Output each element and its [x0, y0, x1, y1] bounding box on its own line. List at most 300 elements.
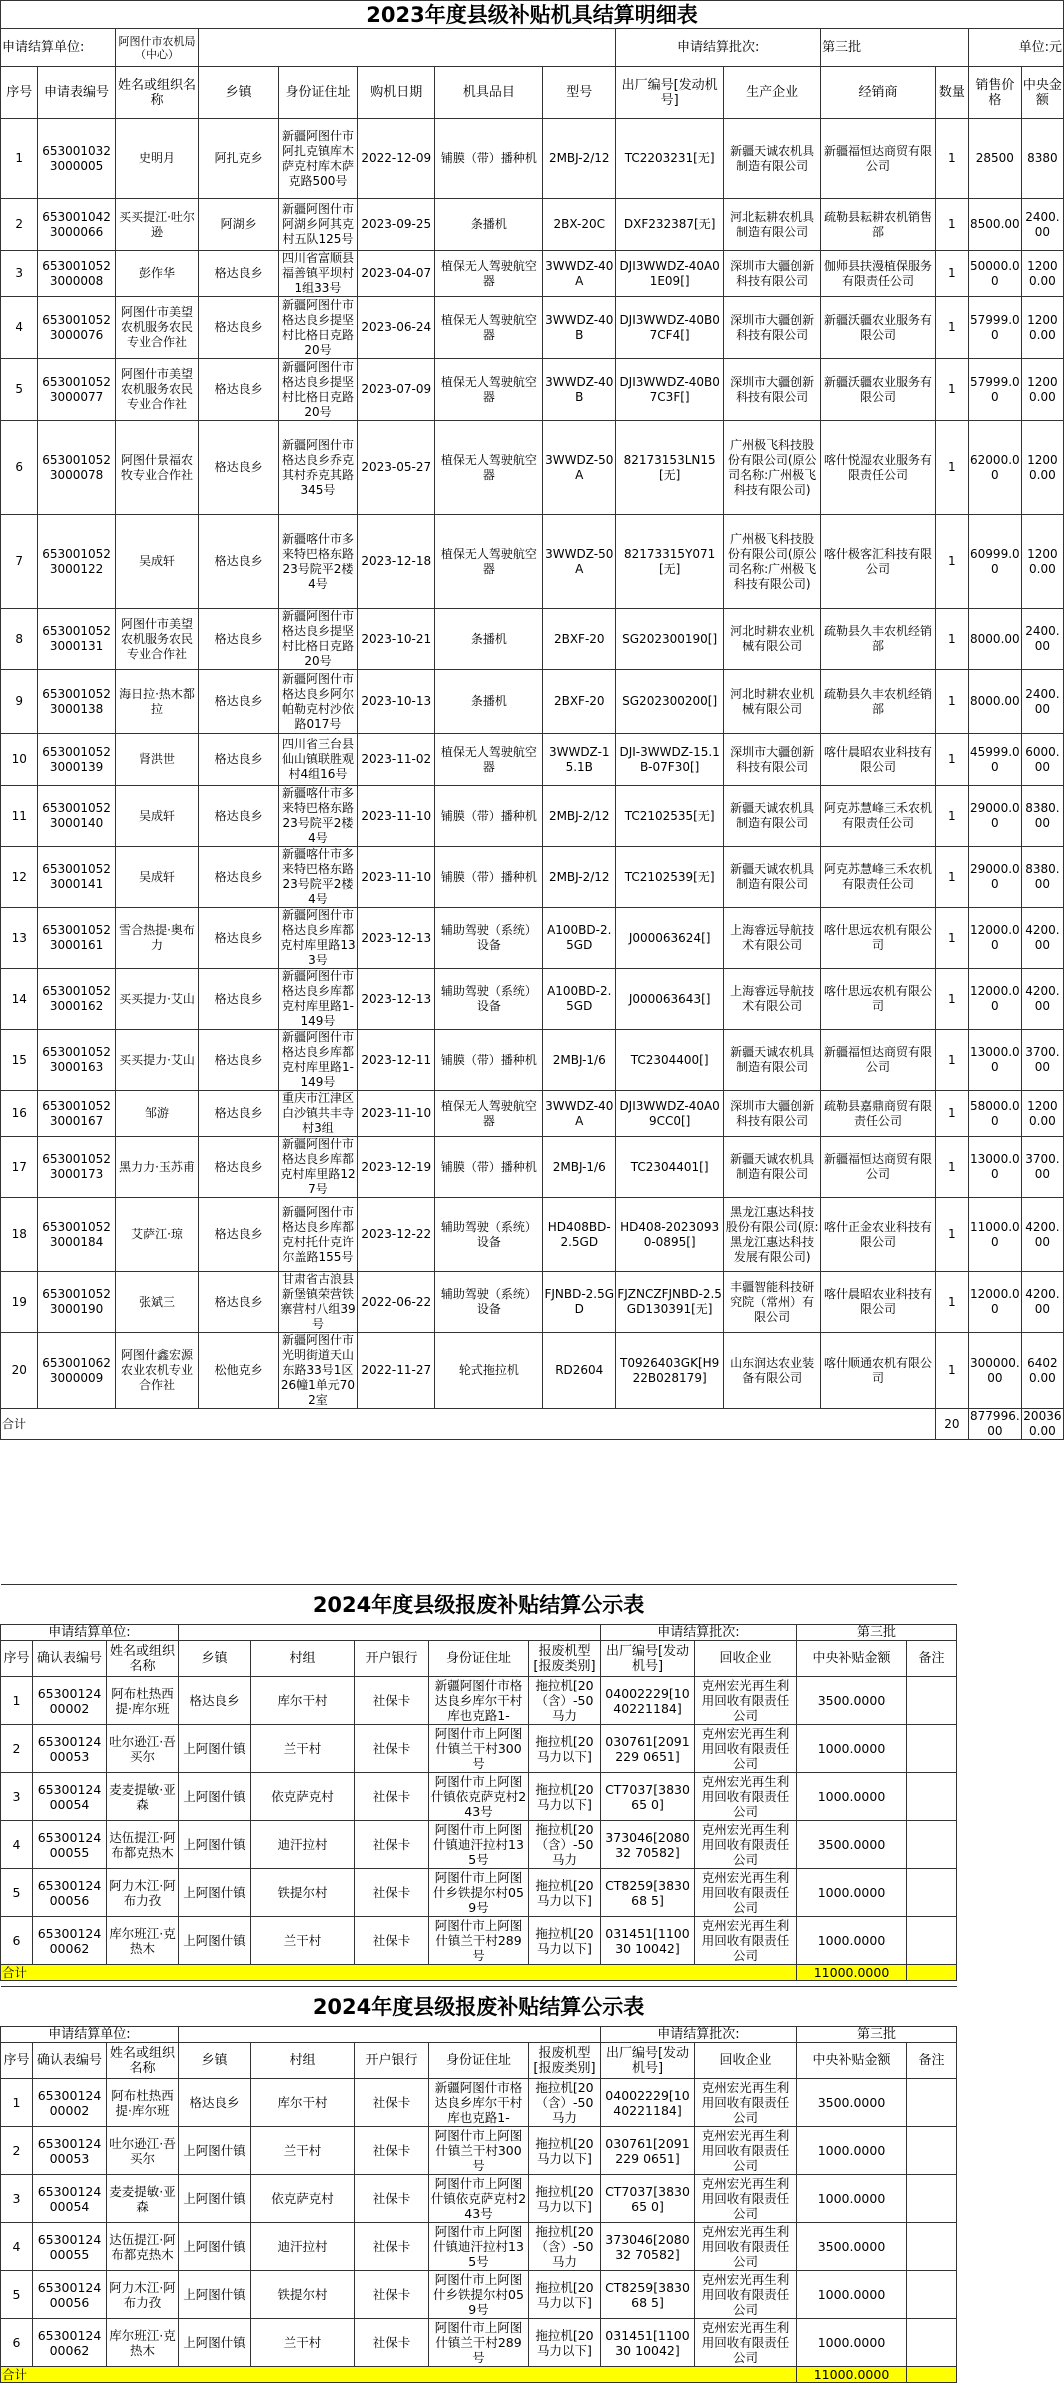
- cell-address: 阿图什市上阿图什镇迪汗拉村135号: [429, 1821, 529, 1869]
- cell-address: 重庆市江津区白沙镇共丰寺村3组: [278, 1091, 357, 1137]
- cell-confirm-no: 6530012400056: [33, 2271, 107, 2319]
- cell-item: 铺膜（带）播种机: [435, 119, 543, 199]
- cell-name: 阿图什市美望农机服务农民专业合作社: [115, 297, 199, 359]
- cell-purchase-date: 2022-11-27: [358, 1333, 435, 1409]
- cell-address: 阿图什市上阿图什镇兰干村300号: [429, 1725, 529, 1773]
- header-row: [1, 1641, 1064, 1677]
- cell-dealer: 阿克苏慧峰三禾农机有限责任公司: [821, 847, 936, 908]
- col-header: 出厂编号[发动机号]: [616, 67, 724, 119]
- cell-township: 格达良乡: [199, 1272, 278, 1333]
- cell-model: A100BD-2.5GD: [543, 908, 616, 969]
- cell-purchase-date: 2023-12-13: [358, 969, 435, 1030]
- cell-central-amount: 1000.0000: [797, 2271, 907, 2319]
- cell-item: 植保无人驾驶航空器: [435, 251, 543, 297]
- cell-township: 格达良乡: [199, 421, 278, 515]
- cell-item: 条播机: [435, 670, 543, 734]
- cell-serial: CT8259[383068 5]: [601, 2271, 695, 2319]
- cell-application-no: 6530010523000076: [38, 297, 115, 359]
- cell-bank: 社保卡: [355, 1821, 429, 1869]
- cell-central-amount: 2400.00: [1021, 670, 1063, 734]
- cell-scrap-type: 拖拉机[20马力以下]: [529, 1869, 601, 1917]
- cell-village: 兰干村: [251, 2319, 355, 2367]
- blank-cell: [957, 2367, 1064, 2383]
- cell-manufacturer: 深圳市大疆创新科技有限公司: [724, 359, 821, 421]
- cell-name: 麦麦提敏·亚森: [107, 1773, 179, 1821]
- cell-village: 迪汗拉村: [251, 2223, 355, 2271]
- cell-serial: 373046[208032 70582]: [601, 2223, 695, 2271]
- cell-index: 2: [1, 2127, 33, 2175]
- cell-township: 格达良乡: [199, 1198, 278, 1272]
- cell-recycler: 克州宏光再生利用回收有限责任公司: [695, 2079, 797, 2127]
- cell-address: 新疆阿图什市阿扎克镇库木萨克村库木萨克路500号: [278, 119, 357, 199]
- cell-name: 肾洪世: [115, 734, 199, 786]
- cell-township: 格达良乡: [199, 908, 278, 969]
- col-header: 备注: [907, 1641, 957, 1677]
- cell-manufacturer: 广州极飞科技股份有限公司(原公司名称:广州极飞科技有限公司): [724, 421, 821, 515]
- col-header: 开户银行: [355, 1641, 429, 1677]
- cell-serial: TC2304400[]: [616, 1030, 724, 1091]
- cell-manufacturer: 河北时耕农业机械有限公司: [724, 670, 821, 734]
- cell-price: 12000.00: [968, 969, 1021, 1030]
- cell-serial: 031451[110030 10042]: [601, 1917, 695, 1965]
- cell-manufacturer: 深圳市大疆创新科技有限公司: [724, 297, 821, 359]
- cell-price: 11000.00: [968, 1198, 1021, 1272]
- cell-price: 58000.00: [968, 1091, 1021, 1137]
- cell-name: 达伍提江·阿布都克热木: [107, 2223, 179, 2271]
- cell-serial: 04002229[1040221184]: [601, 2079, 695, 2127]
- table-row: [1, 1677, 1064, 1725]
- cell-index: 15: [1, 1030, 38, 1091]
- cell-price: 60999.00: [968, 515, 1021, 609]
- cell-manufacturer: 上海睿远导航技术有限公司: [724, 969, 821, 1030]
- cell-scrap-type: 拖拉机[20（含）-50马力: [529, 2079, 601, 2127]
- cell-manufacturer: 深圳市大疆创新科技有限公司: [724, 251, 821, 297]
- cell-name: 吐尔逊江·吾买尔: [107, 1725, 179, 1773]
- table-row: [1, 847, 1064, 908]
- cell-bank: 社保卡: [355, 1869, 429, 1917]
- cell-price: 300000.00: [968, 1333, 1021, 1409]
- cell-address: 四川省三台县仙山镇联胜观村4组16号: [278, 734, 357, 786]
- col-header: 中央补贴金额: [797, 2043, 907, 2079]
- cell-quantity: 1: [935, 1137, 968, 1198]
- cell-village: 依克萨克村: [251, 2175, 355, 2223]
- cell-confirm-no: 6530012400054: [33, 2175, 107, 2223]
- cell-quantity: 1: [935, 1333, 968, 1409]
- cell-township: 格达良乡: [179, 1677, 251, 1725]
- cell-model: FJNBD-2.5GD: [543, 1272, 616, 1333]
- unit-label: 申请结算单位:: [1, 1625, 179, 1641]
- table-row: [1, 2127, 1064, 2175]
- cell-manufacturer: 新疆天诚农机具制造有限公司: [724, 1137, 821, 1198]
- cell-name: 吐尔逊江·吾买尔: [107, 2127, 179, 2175]
- table-2024-scrap-subsidy-a: [0, 1584, 1064, 1986]
- cell-dealer: 新疆福恒达商贸有限公司: [821, 1137, 936, 1198]
- cell-township: 格达良乡: [199, 969, 278, 1030]
- cell-price: 50000.00: [968, 251, 1021, 297]
- cell-township: 上阿图什镇: [179, 2223, 251, 2271]
- col-header: 村组: [251, 1641, 355, 1677]
- cell-township: 上阿图什镇: [179, 2319, 251, 2367]
- cell-purchase-date: 2023-11-10: [358, 786, 435, 847]
- cell-purchase-date: 2023-11-10: [358, 1091, 435, 1137]
- cell-central-amount: 12000.00: [1021, 359, 1063, 421]
- cell-central-amount: 3500.0000: [797, 1677, 907, 1725]
- cell-township: 格达良乡: [179, 2079, 251, 2127]
- col-header: 村组: [251, 2043, 355, 2079]
- col-header: 身份证住址: [278, 67, 357, 119]
- col-header: 身份证住址: [429, 2043, 529, 2079]
- col-header: 申请表编号: [38, 67, 115, 119]
- cell-township: 格达良乡: [199, 786, 278, 847]
- blank-cell: [957, 2319, 1064, 2367]
- cell-township: 上阿图什镇: [179, 1869, 251, 1917]
- money-unit: 单位:元: [968, 29, 1063, 67]
- cell-village: 迪汗拉村: [251, 1821, 355, 1869]
- cell-bank: 社保卡: [355, 2127, 429, 2175]
- cell-bank: 社保卡: [355, 2079, 429, 2127]
- cell-recycler: 克州宏光再生利用回收有限责任公司: [695, 1677, 797, 1725]
- cell-township: 格达良乡: [199, 515, 278, 609]
- table-row: [1, 734, 1064, 786]
- table-row: [1, 2223, 1064, 2271]
- cell-manufacturer: 山东润达农业装备有限公司: [724, 1333, 821, 1409]
- cell-village: 库尔干村: [251, 1677, 355, 1725]
- cell-application-no: 6530010523000162: [38, 969, 115, 1030]
- cell-index: 3: [1, 251, 38, 297]
- blank-cell: [957, 1869, 1064, 1917]
- cell-index: 5: [1, 2271, 33, 2319]
- total-value: 11000.0000: [797, 2367, 907, 2383]
- cell-price: 12000.00: [968, 908, 1021, 969]
- cell-name: 达伍提江·阿布都克热木: [107, 1821, 179, 1869]
- cell-application-no: 6530010523000173: [38, 1137, 115, 1198]
- table-row: [1, 119, 1064, 199]
- cell-index: 1: [1, 119, 38, 199]
- cell-bank: 社保卡: [355, 2175, 429, 2223]
- cell-central-amount: 1000.0000: [797, 1917, 907, 1965]
- cell-index: 2: [1, 199, 38, 251]
- cell-quantity: 1: [935, 297, 968, 359]
- table-row: [1, 199, 1064, 251]
- cell-village: 兰干村: [251, 2127, 355, 2175]
- cell-model: 2MBJ-1/6: [543, 1030, 616, 1091]
- cell-name: 吴成轩: [115, 515, 199, 609]
- cell-index: 6: [1, 1917, 33, 1965]
- cell-serial: CT7037[383065 0]: [601, 2175, 695, 2223]
- meta-blank: [179, 2027, 601, 2043]
- cell-manufacturer: 深圳市大疆创新科技有限公司: [724, 734, 821, 786]
- cell-name: 阿图什市美望农机服务农民专业合作社: [115, 609, 199, 670]
- cell-dealer: 疏勒县嘉鼎商贸有限责任公司: [821, 1091, 936, 1137]
- cell-confirm-no: 6530012400062: [33, 2319, 107, 2367]
- cell-purchase-date: 2023-12-18: [358, 515, 435, 609]
- cell-scrap-type: 拖拉机[20马力以下]: [529, 1725, 601, 1773]
- cell-township: 格达良乡: [199, 670, 278, 734]
- col-header: 购机日期: [358, 67, 435, 119]
- cell-serial: 82173153LN15[无]: [616, 421, 724, 515]
- cell-serial: T0926403GK[H922B028179]: [616, 1333, 724, 1409]
- cell-item: 植保无人驾驶航空器: [435, 1091, 543, 1137]
- cell-township: 格达良乡: [199, 297, 278, 359]
- col-header: 销售价格: [968, 67, 1021, 119]
- cell-remark: [907, 1869, 957, 1917]
- cell-address: 新疆喀什市多来特巴格东路23号院平2楼4号: [278, 786, 357, 847]
- cell-central-amount: 6000.00: [1021, 734, 1063, 786]
- cell-name: 麦麦提敏·亚森: [107, 2175, 179, 2223]
- cell-model: 3WWDZ-40A: [543, 1091, 616, 1137]
- cell-model: 3WWDZ-15.1B: [543, 734, 616, 786]
- batch-label: 申请结算批次:: [601, 2027, 797, 2043]
- cell-quantity: 1: [935, 609, 968, 670]
- col-header: 身份证住址: [429, 1641, 529, 1677]
- cell-township: 格达良乡: [199, 1091, 278, 1137]
- cell-dealer: 疏勒县久丰农机经销部: [821, 609, 936, 670]
- cell-name: 艾萨江·琼: [115, 1198, 199, 1272]
- cell-index: 17: [1, 1137, 38, 1198]
- cell-dealer: 喀什正金农业科技有限公司: [821, 1198, 936, 1272]
- cell-serial: TC2102539[无]: [616, 847, 724, 908]
- blank-cell: [957, 2271, 1064, 2319]
- cell-item: 铺膜（带）播种机: [435, 1030, 543, 1091]
- cell-central-amount: 4200.00: [1021, 1272, 1063, 1333]
- cell-address: 阿图什市上阿图什镇兰干村289号: [429, 1917, 529, 1965]
- cell-central-amount: 12000.00: [1021, 515, 1063, 609]
- cell-item: 植保无人驾驶航空器: [435, 515, 543, 609]
- cell-confirm-no: 6530012400055: [33, 1821, 107, 1869]
- col-header: 中央补贴金额: [797, 1641, 907, 1677]
- cell-price: 12000.00: [968, 1272, 1021, 1333]
- cell-model: RD2604: [543, 1333, 616, 1409]
- table-row: [1, 2271, 1064, 2319]
- cell-dealer: 疏勒县耘耕农机销售部: [821, 199, 936, 251]
- cell-dealer: 喀什晨昭农业科技有限公司: [821, 734, 936, 786]
- cell-central-amount: 1000.0000: [797, 2127, 907, 2175]
- total-label: 合计: [1, 1409, 936, 1440]
- cell-name: 吴成轩: [115, 847, 199, 908]
- cell-index: 20: [1, 1333, 38, 1409]
- cell-serial: 373046[208032 70582]: [601, 1821, 695, 1869]
- unit-label: 申请结算单位:: [1, 29, 116, 67]
- cell-name: 邹游: [115, 1091, 199, 1137]
- cell-purchase-date: 2023-04-07: [358, 251, 435, 297]
- cell-purchase-date: 2023-11-02: [358, 734, 435, 786]
- col-header: 序号: [1, 2043, 33, 2079]
- cell-central-amount: 3500.0000: [797, 2079, 907, 2127]
- cell-address: 新疆喀什市多来特巴格东路23号院平2楼4号: [278, 515, 357, 609]
- cell-purchase-date: 2023-05-27: [358, 421, 435, 515]
- table-row: [1, 359, 1064, 421]
- cell-central-amount: 8380.00: [1021, 847, 1063, 908]
- col-header: 回收企业: [695, 1641, 797, 1677]
- cell-central-amount: 12000.00: [1021, 297, 1063, 359]
- blank-cell: [957, 1677, 1064, 1725]
- meta-blank: [199, 29, 616, 67]
- cell-remark: [907, 1773, 957, 1821]
- col-header: 出厂编号[发动机号]: [601, 2043, 695, 2079]
- cell-serial: 031451[110030 10042]: [601, 2319, 695, 2367]
- col-header: 生产企业: [724, 67, 821, 119]
- cell-index: 2: [1, 1725, 33, 1773]
- table-row: [1, 1821, 1064, 1869]
- col-header: 确认表编号: [33, 2043, 107, 2079]
- cell-quantity: 1: [935, 847, 968, 908]
- cell-township: 上阿图什镇: [179, 1917, 251, 1965]
- cell-index: 3: [1, 1773, 33, 1821]
- cell-recycler: 克州宏光再生利用回收有限责任公司: [695, 2271, 797, 2319]
- cell-serial: TC2102535[无]: [616, 786, 724, 847]
- cell-model: 3WWDZ-40B: [543, 359, 616, 421]
- cell-dealer: 喀什思远农机有限公司: [821, 908, 936, 969]
- cell-recycler: 克州宏光再生利用回收有限责任公司: [695, 1917, 797, 1965]
- cell-confirm-no: 6530012400054: [33, 1773, 107, 1821]
- cell-township: 上阿图什镇: [179, 2175, 251, 2223]
- table-row: [1, 1091, 1064, 1137]
- cell-manufacturer: 新疆天诚农机具制造有限公司: [724, 119, 821, 199]
- cell-serial: CT7037[383065 0]: [601, 1773, 695, 1821]
- cell-dealer: 新疆沃疆农业服务有限公司: [821, 297, 936, 359]
- col-header: 姓名或组织名称: [107, 1641, 179, 1677]
- page-title: 2024年度县级报废补贴结算公示表: [1, 1987, 957, 2027]
- cell-index: 16: [1, 1091, 38, 1137]
- cell-application-no: 6530010623000009: [38, 1333, 115, 1409]
- cell-serial: J000063624[]: [616, 908, 724, 969]
- cell-index: 4: [1, 297, 38, 359]
- table-row: [1, 1272, 1064, 1333]
- blank-cell: [957, 2079, 1064, 2127]
- cell-quantity: 1: [935, 119, 968, 199]
- cell-remark: [907, 1677, 957, 1725]
- cell-name: 阿布杜热西提·库尔班: [107, 2079, 179, 2127]
- cell-address: 新疆阿图什市格达良乡库都克村库里路133号: [278, 908, 357, 969]
- cell-address: 阿图什市上阿图什乡铁提尔村059号: [429, 1869, 529, 1917]
- cell-central-amount: 1000.0000: [797, 1725, 907, 1773]
- cell-serial: 030761[2091229 0651]: [601, 1725, 695, 1773]
- table-row: [1, 297, 1064, 359]
- blank-cell: [957, 1725, 1064, 1773]
- col-header: 序号: [1, 67, 38, 119]
- cell-manufacturer: 河北时耕农业机械有限公司: [724, 609, 821, 670]
- meta-blank: [179, 1625, 601, 1641]
- page-title: 2023年度县级补贴机具结算明细表: [1, 1, 1064, 29]
- blank-cell: [957, 1987, 1064, 2027]
- cell-dealer: 伽师县扶漫植保服务有限责任公司: [821, 251, 936, 297]
- cell-application-no: 6530010523000167: [38, 1091, 115, 1137]
- batch-label: 申请结算批次:: [616, 29, 821, 67]
- cell-price: 29000.00: [968, 786, 1021, 847]
- cell-name: 阿力木江·阿布力孜: [107, 1869, 179, 1917]
- cell-name: 买买提力·艾山: [115, 969, 199, 1030]
- cell-township: 上阿图什镇: [179, 2127, 251, 2175]
- cell-village: 铁提尔村: [251, 1869, 355, 1917]
- cell-serial: DJI3WWDZ-40B07CF4[]: [616, 297, 724, 359]
- cell-serial: CT8259[383068 5]: [601, 1869, 695, 1917]
- cell-name: 库尔班江·克热木: [107, 2319, 179, 2367]
- cell-application-no: 6530010323000005: [38, 119, 115, 199]
- cell-model: A100BD-2.5GD: [543, 969, 616, 1030]
- cell-quantity: 1: [935, 251, 968, 297]
- cell-quantity: 1: [935, 908, 968, 969]
- col-header: 中央金额: [1021, 67, 1063, 119]
- cell-index: 4: [1, 2223, 33, 2271]
- cell-address: 阿图什市上阿图什镇兰干村289号: [429, 2319, 529, 2367]
- cell-application-no: 6530010423000066: [38, 199, 115, 251]
- cell-item: 辅助驾驶（系统）设备: [435, 969, 543, 1030]
- cell-purchase-date: 2023-10-13: [358, 670, 435, 734]
- cell-purchase-date: 2023-10-21: [358, 609, 435, 670]
- cell-quantity: 1: [935, 421, 968, 515]
- cell-serial: SG202300190[]: [616, 609, 724, 670]
- cell-name: 雪合热提·奥布力: [115, 908, 199, 969]
- cell-purchase-date: 2023-12-13: [358, 908, 435, 969]
- cell-model: 2BX-20C: [543, 199, 616, 251]
- cell-dealer: 疏勒县久丰农机经销部: [821, 670, 936, 734]
- cell-manufacturer: 新疆天诚农机具制造有限公司: [724, 847, 821, 908]
- cell-recycler: 克州宏光再生利用回收有限责任公司: [695, 2175, 797, 2223]
- cell-manufacturer: 黑龙江惠达科技股份有限公司(原:黑龙江惠达科技发展有限公司): [724, 1198, 821, 1272]
- table-row: [1, 1198, 1064, 1272]
- cell-item: 铺膜（带）播种机: [435, 847, 543, 908]
- total-row: [1, 1409, 1064, 1440]
- cell-application-no: 6530010523000161: [38, 908, 115, 969]
- cell-manufacturer: 丰疆智能科技研究院（常州）有限公司: [724, 1272, 821, 1333]
- blank-cell: [957, 2127, 1064, 2175]
- cell-index: 7: [1, 515, 38, 609]
- cell-price: 13000.00: [968, 1137, 1021, 1198]
- cell-application-no: 6530010523000163: [38, 1030, 115, 1091]
- cell-serial: SG202300200[]: [616, 670, 724, 734]
- cell-model: 2MBJ-2/12: [543, 847, 616, 908]
- cell-central-amount: 3500.0000: [797, 2223, 907, 2271]
- cell-township: 上阿图什镇: [179, 1821, 251, 1869]
- cell-scrap-type: 拖拉机[20（含）-50马力: [529, 2223, 601, 2271]
- cell-recycler: 克州宏光再生利用回收有限责任公司: [695, 2127, 797, 2175]
- cell-township: 格达良乡: [199, 847, 278, 908]
- cell-address: 新疆阿图什市格达良乡库尔干村库也克路1-: [429, 2079, 529, 2127]
- col-header: 姓名或组织名称: [115, 67, 199, 119]
- cell-purchase-date: 2023-06-24: [358, 297, 435, 359]
- cell-name: 黑力力·玉苏甫: [115, 1137, 199, 1198]
- col-header: 出厂编号[发动机号]: [601, 1641, 695, 1677]
- cell-application-no: 6530010523000122: [38, 515, 115, 609]
- cell-purchase-date: 2023-12-22: [358, 1198, 435, 1272]
- cell-address: 新疆阿图什市格达良乡提坚村比格日克路20号: [278, 359, 357, 421]
- total-central: 200360.00: [1021, 1409, 1063, 1440]
- blank-cell: [957, 1965, 1064, 1981]
- cell-index: 4: [1, 1821, 33, 1869]
- cell-quantity: 1: [935, 786, 968, 847]
- cell-central-amount: 4200.00: [1021, 908, 1063, 969]
- cell-application-no: 6530010523000131: [38, 609, 115, 670]
- total-price: 877996.00: [970, 1409, 1020, 1438]
- cell-bank: 社保卡: [355, 2271, 429, 2319]
- unit-label: 申请结算单位:: [1, 2027, 179, 2043]
- cell-dealer: 喀什思远农机有限公司: [821, 969, 936, 1030]
- cell-item: 条播机: [435, 609, 543, 670]
- total-row: [1, 1965, 1064, 1981]
- cell-model: HD408BD-2.5GD: [543, 1198, 616, 1272]
- cell-township: 格达良乡: [199, 734, 278, 786]
- cell-confirm-no: 6530012400002: [33, 1677, 107, 1725]
- cell-central-amount: 3700.00: [1021, 1030, 1063, 1091]
- cell-central-amount: 1000.0000: [797, 1773, 907, 1821]
- cell-bank: 社保卡: [355, 1917, 429, 1965]
- cell-address: 新疆阿图什市格达良乡库都克村托什克许尔盖路155号: [278, 1198, 357, 1272]
- cell-manufacturer: 新疆天诚农机具制造有限公司: [724, 786, 821, 847]
- table-row: [1, 2175, 1064, 2223]
- cell-address: 新疆喀什市多来特巴格东路23号院平2楼4号: [278, 847, 357, 908]
- cell-village: 铁提尔村: [251, 2271, 355, 2319]
- header-row: [1, 2043, 1064, 2079]
